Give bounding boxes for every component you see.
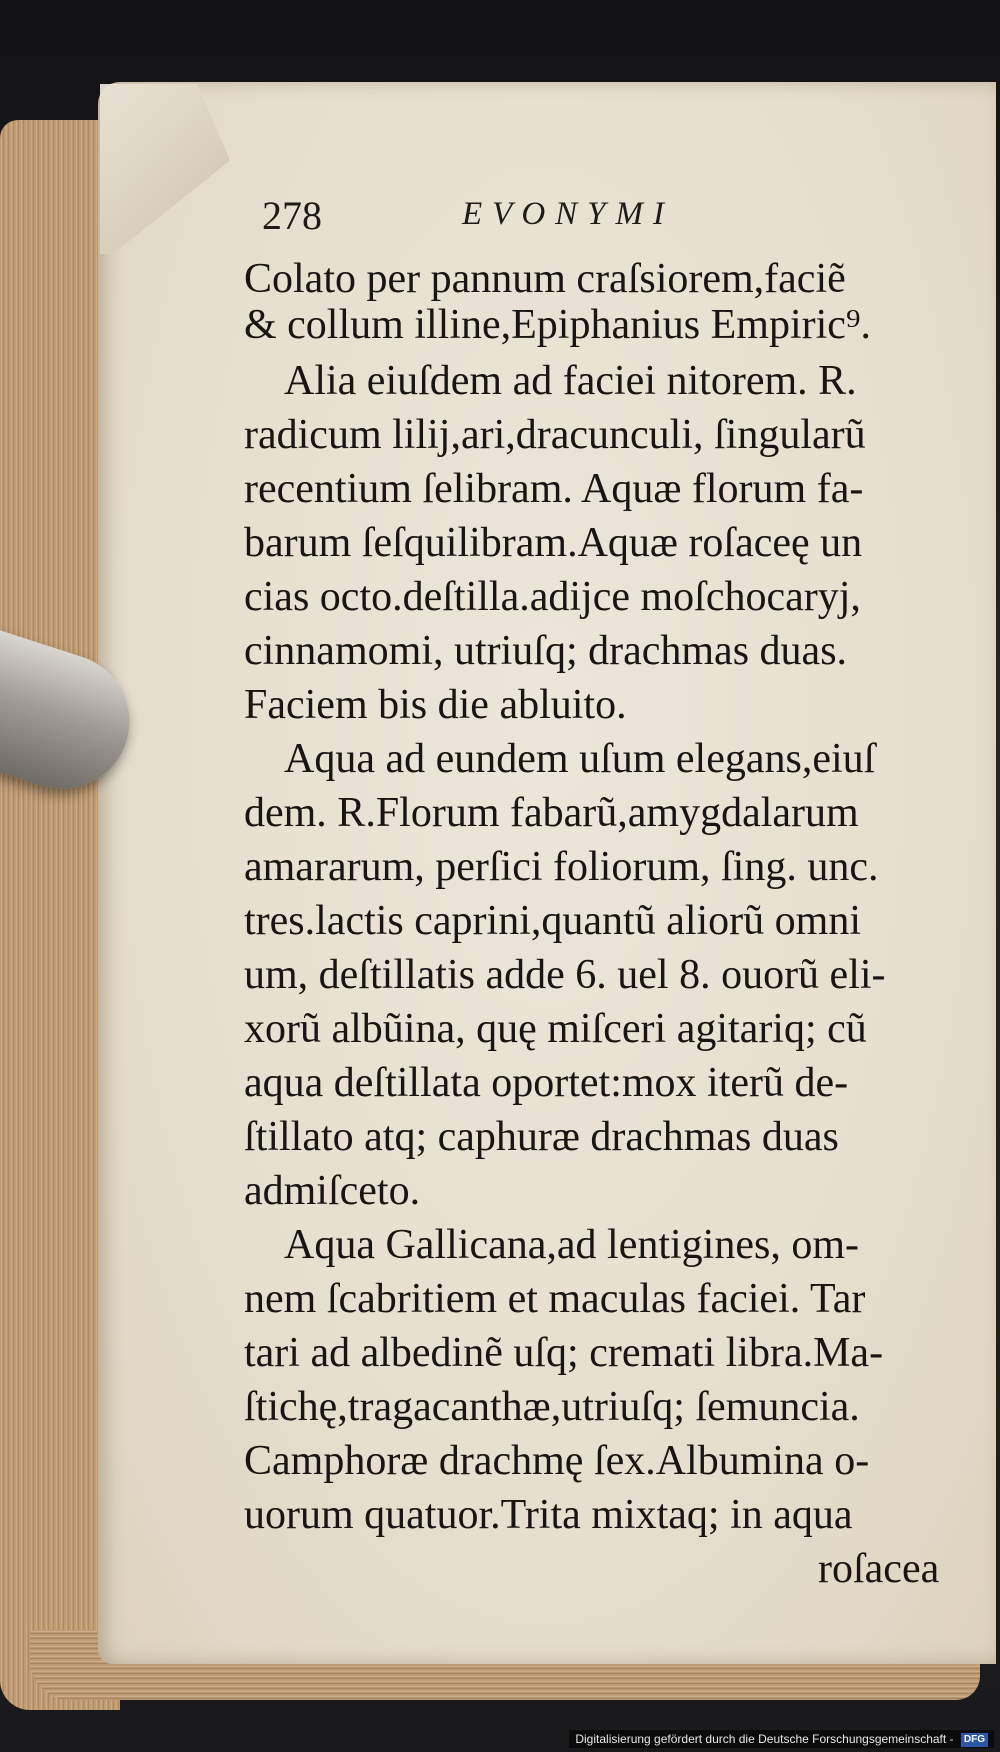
text-line: admiſceto.: [244, 1168, 421, 1214]
catchword: roſacea: [818, 1546, 940, 1592]
text-line: tari ad albedinẽ uſq; cremati libra.Ma-: [244, 1330, 884, 1376]
text-line: nem ſcabritiem et maculas faciei. Tar: [244, 1276, 866, 1322]
text-line: Aqua ad eundem uſum elegans,eiuſ: [284, 736, 876, 782]
text-line: recentium ſelibram. Aquæ florum fa-: [244, 466, 864, 512]
running-head: EVONYMI: [462, 196, 675, 232]
text-line: xorũ albũina, quę miſceri agitariq; cũ: [244, 1006, 867, 1052]
text-line: ſtichę,tragacanthæ,utriuſq; ſemuncia.: [244, 1384, 860, 1430]
dfg-logo: DFG: [961, 1733, 988, 1747]
text-line: Alia eiuſdem ad faciei nitorem. R.: [284, 358, 857, 404]
text-line: uorum quatuor.Trita mixtaq; in aqua: [244, 1492, 853, 1538]
text-line: cias octo.deſtilla.adijce moſchocaryj,: [244, 574, 861, 620]
text-line: Colato per pannum craſsiorem,faciẽ: [244, 256, 846, 302]
text-line: radicum lilij,ari,dracunculi, ſingularũ: [244, 412, 866, 458]
text-line: & collum illine,Epiphanius Empiric⁹.: [244, 302, 872, 348]
text-line: Faciem bis die abluito.: [244, 682, 627, 728]
text-line: dem. R.Florum fabarũ,amygdalarum: [244, 790, 859, 836]
page-number: 278: [262, 193, 322, 238]
text-line: amararum, perſici foliorum, ſing. unc.: [244, 844, 879, 890]
text-line: Camphoræ drachmę ſex.Albumina o-: [244, 1438, 870, 1484]
credit-text: Digitalisierung gefördert durch die Deutsche Forschungsgemeinschaft -: [575, 1732, 954, 1746]
text-line: aqua deſtillata oportet:mox iterũ de-: [244, 1060, 849, 1106]
text-line: cinnamomi, utriuſq; drachmas duas.: [244, 628, 848, 674]
text-line: tres.lactis caprini,quantũ aliorũ omni: [244, 898, 861, 944]
digitization-credit: [569, 1730, 994, 1748]
text-line: ſtillato atq; caphuræ drachmas duas: [244, 1114, 839, 1160]
page-header: [262, 192, 962, 252]
text-line: um, deſtillatis adde 6. uel 8. ouorũ eli-: [244, 952, 886, 998]
text-line: Aqua Gallicana,ad lentigines, om-: [284, 1222, 859, 1268]
text-line: barum ſeſquilibram.Aquæ roſaceę un: [244, 520, 863, 566]
